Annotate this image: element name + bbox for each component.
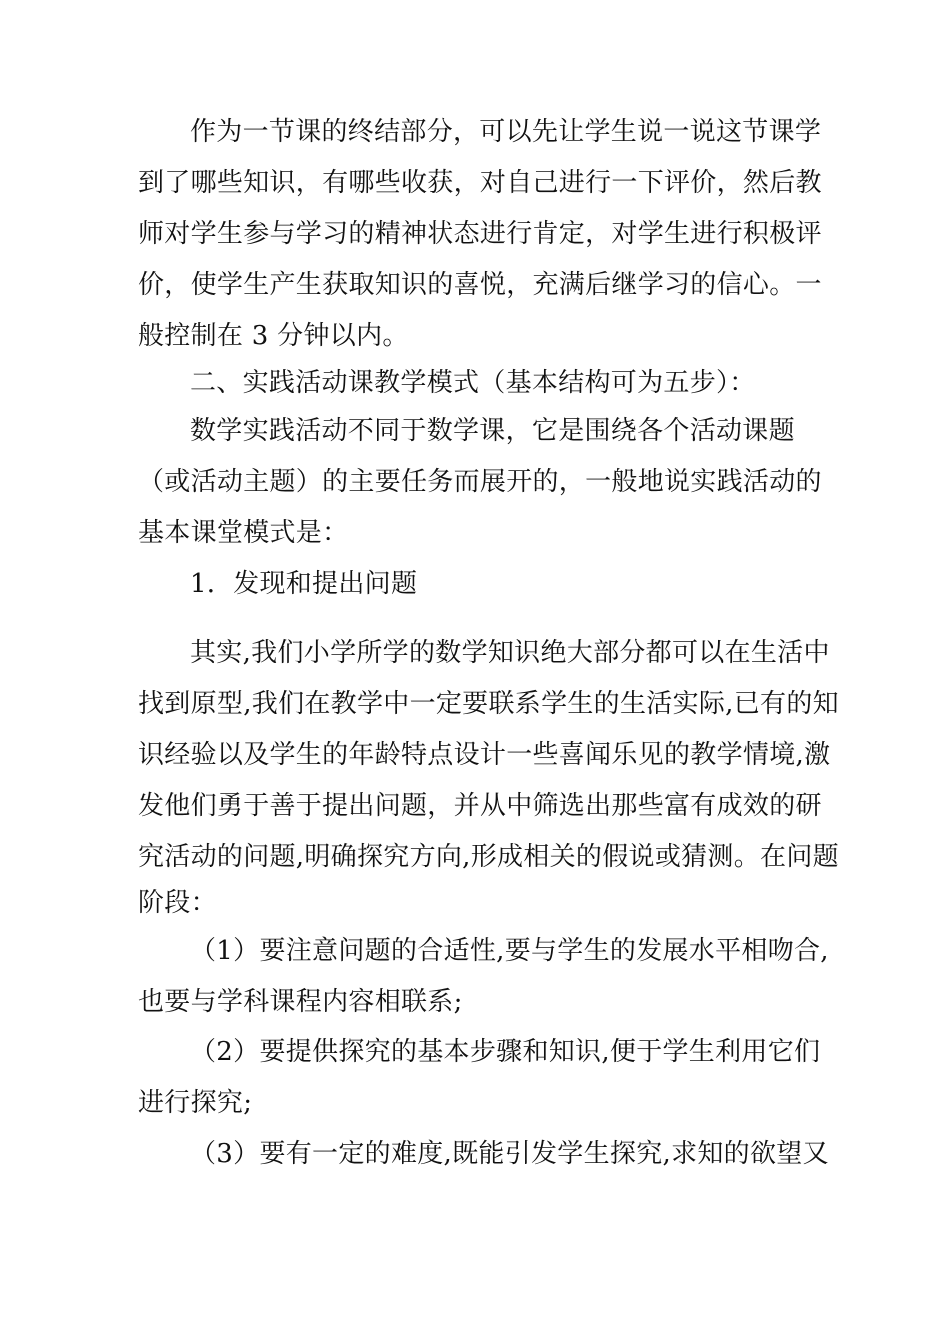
paragraph-line: 发他们勇于善于提出问题，并从中筛选出那些富有成效的研 bbox=[138, 791, 822, 821]
list-item-line: 也要与学科课程内容相联系; bbox=[138, 987, 463, 1017]
paragraph-line: 数学实践活动不同于数学课，它是围绕各个活动课题 bbox=[190, 416, 795, 446]
list-item-line: （2）要提供探究的基本步骤和知识,便于学生利用它们 bbox=[190, 1037, 821, 1067]
subsection-heading: 1．发现和提出问题 bbox=[190, 569, 418, 599]
list-item-line: （3）要有一定的难度,既能引发学生探究,求知的欲望又 bbox=[190, 1139, 829, 1169]
list-item-line: （1）要注意问题的合适性,要与学生的发展水平相吻合, bbox=[190, 936, 829, 966]
paragraph-line: 般控制在 3 分钟以内。 bbox=[138, 321, 409, 351]
paragraph-line: 找到原型,我们在教学中一定要联系学生的生活实际,已有的知 bbox=[138, 689, 839, 719]
paragraph-line: 究活动的问题,明确探究方向,形成相关的假说或猜测。在问题 bbox=[138, 842, 839, 872]
paragraph-line: 基本课堂模式是： bbox=[138, 518, 349, 548]
paragraph-line: 阶段： bbox=[138, 888, 217, 918]
paragraph-line: 到了哪些知识，有哪些收获，对自己进行一下评价，然后教 bbox=[138, 168, 822, 198]
paragraph-line: 师对学生参与学习的精神状态进行肯定，对学生进行积极评 bbox=[138, 219, 822, 249]
list-item-line: 进行探究; bbox=[138, 1088, 253, 1118]
paragraph-line: 其实,我们小学所学的数学知识绝大部分都可以在生活中 bbox=[190, 638, 830, 668]
paragraph-line: 作为一节课的终结部分，可以先让学生说一说这节课学 bbox=[190, 117, 822, 147]
section-heading: 二、实践活动课教学模式（基本结构可为五步）： bbox=[190, 368, 756, 398]
paragraph-line: 价，使学生产生获取知识的喜悦，充满后继学习的信心。一 bbox=[138, 270, 822, 300]
paragraph-line: （或活动主题）的主要任务而展开的，一般地说实践活动的 bbox=[138, 467, 822, 497]
paragraph-line: 识经验以及学生的年龄特点设计一些喜闻乐见的教学情境,激 bbox=[138, 740, 831, 770]
